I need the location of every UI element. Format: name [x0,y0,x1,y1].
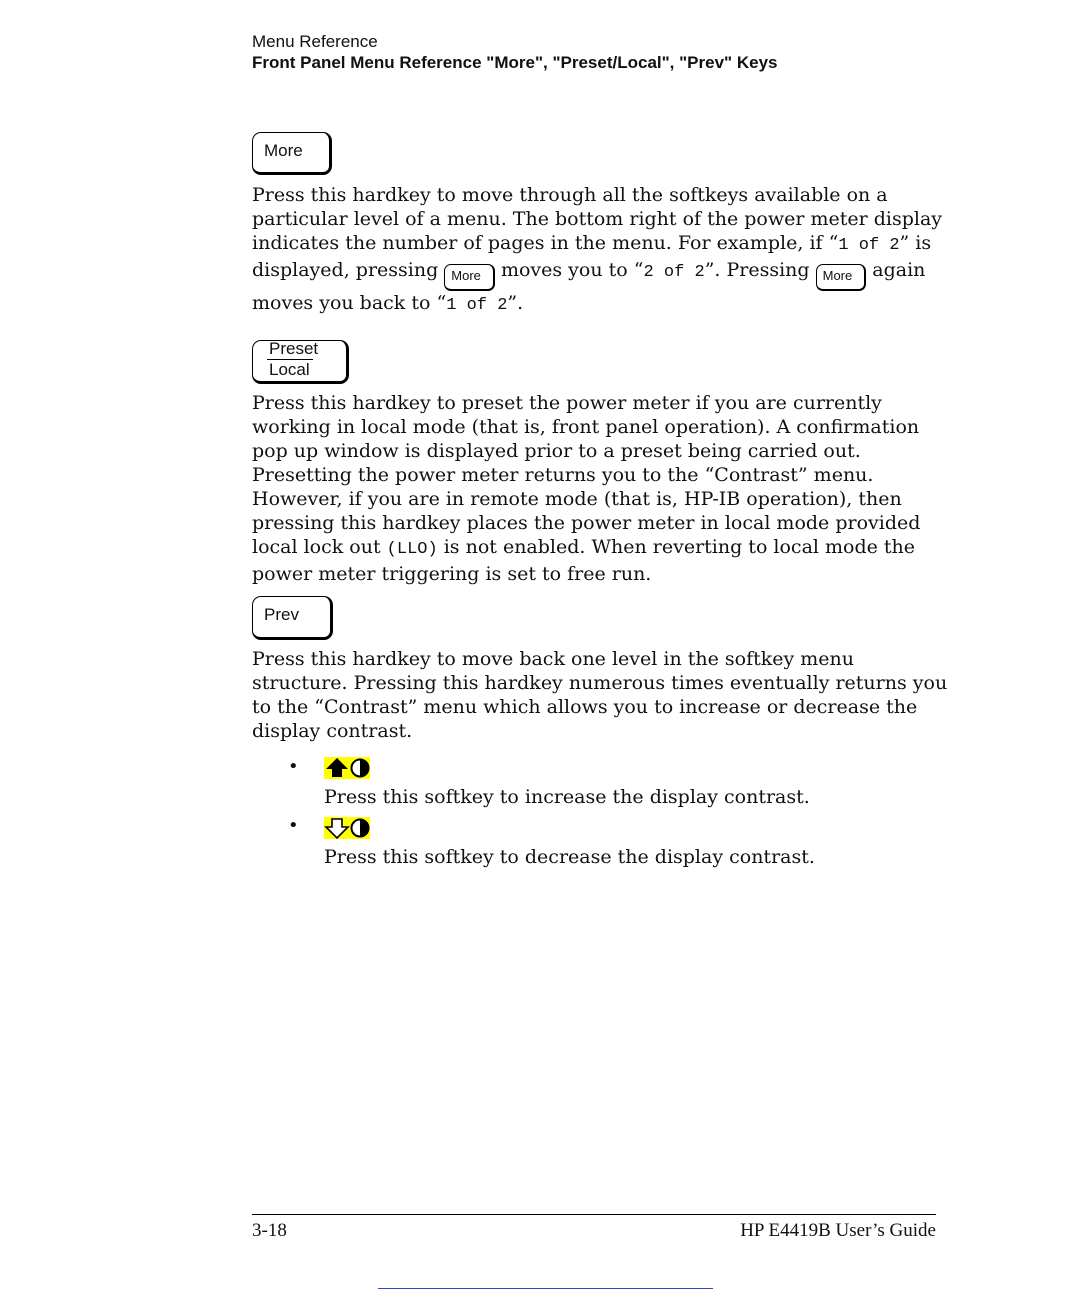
softkey-desc-2-text: Press this softkey to decrease the display contrast. [324,846,815,868]
inline-more-key-1: More [444,264,495,291]
guide-title: HP E4419B User’s Guide [740,1220,936,1241]
prev-description [252,647,952,743]
more-text-5: again moves you back to “ [252,259,926,314]
bullet-2: • [288,815,299,836]
prev-text: Press this hardkey to move back one level in the softkey menu structure. Pressing this hardkey numerous times eventually returns you to the “Contrast” menu which allows you to increase or decrease the display contrast. [252,648,948,742]
llo-code: (LLO) [386,540,438,559]
local-label: Local [269,360,310,379]
softkey-desc-1 [324,785,924,809]
preset-text-2: is not enabled. When reverting to local mode the power meter triggering is set to free run. [252,536,916,585]
page-indicator-1: 1 of 2 [838,236,900,255]
page-number: 3-18 [252,1220,287,1241]
page-indicator-3: 1 of 2 [446,296,508,315]
link-underline[interactable] [378,1288,713,1289]
more-description [252,183,952,318]
softkey-desc-2 [324,845,924,869]
more-text-3: moves you to “ [494,259,644,281]
more-text-2: ” is displayed, pressing [252,232,932,281]
more-text-6: ”. [507,292,524,314]
footer-rule [252,1214,936,1215]
page-title: Front Panel Menu Reference "More", "Preset/Local", "Prev" Keys [252,53,778,72]
contrast-down-icon [324,817,370,839]
softkey-desc-1-text: Press this softkey to increase the display contrast. [324,786,810,808]
more-text-1: Press this hardkey to move through all the softkeys available on a particular level of a menu. The bottom right of the power meter display indicates the number of pages in the menu. For example, if “ [252,184,943,254]
more-hardkey [252,132,332,175]
more-hardkey-label: More [264,141,303,160]
preset-text-1: Press this hardkey to preset the power meter if you are currently working in local mode (that is, front panel operation). A confirmation pop up window is displayed prior to a preset being carried out. Presetting the power meter returns you to the “Contrast” menu. However, if you are in remote mode (that is, HP-IB operation), then pressing this hardkey places the power meter in local mode provided local lock out [252,392,921,558]
section-label: Menu Reference [252,32,378,51]
contrast-up-svg [324,757,370,779]
prev-hardkey-label: Prev [264,605,299,624]
inline-more-key-2: More [816,264,867,291]
contrast-down-svg [324,817,370,839]
more-text-4: ”. Pressing [704,259,816,281]
preset-local-hardkey [252,340,349,384]
page-indicator-2: 2 of 2 [643,263,705,282]
preset-label: Preset [269,339,319,358]
bullet-1: • [288,756,299,777]
prev-hardkey [252,596,333,640]
contrast-up-icon [324,757,370,779]
preset-description [252,391,952,586]
